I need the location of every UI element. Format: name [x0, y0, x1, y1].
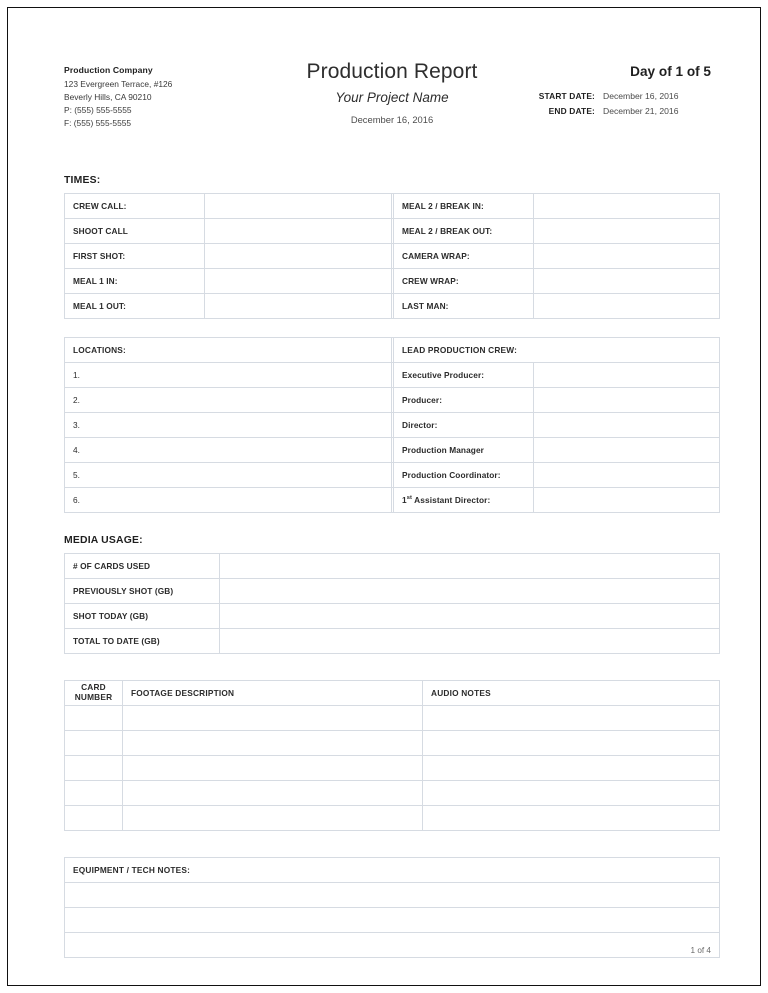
table-row — [65, 756, 720, 781]
location-row-1[interactable]: 1. — [65, 363, 392, 388]
times-right-value-2[interactable] — [534, 244, 720, 269]
times-heading: TIMES: — [64, 175, 101, 186]
media-value-2[interactable] — [220, 604, 720, 629]
equipment-notes-row-1[interactable] — [65, 908, 720, 933]
company-fax: F: (555) 555-5555 — [64, 117, 132, 128]
document-header — [57, 53, 713, 153]
media-usage-heading: MEDIA USAGE: — [64, 535, 143, 546]
table-row — [65, 908, 720, 933]
crew-role-1: Producer: — [394, 388, 534, 413]
media-label-0: # OF CARDS USED — [65, 554, 220, 579]
crew-role-5-superscript: st — [406, 495, 413, 502]
times-right-value-3[interactable] — [534, 269, 720, 294]
table-row — [65, 363, 720, 388]
footage-card-1[interactable] — [65, 731, 123, 756]
table-row — [65, 269, 720, 294]
table-row — [65, 933, 720, 958]
media-usage-table — [64, 553, 720, 654]
table-row — [65, 731, 720, 756]
start-date-label: START DATE: — [538, 90, 595, 101]
locations-crew-table — [64, 337, 720, 513]
table-row — [65, 194, 720, 219]
start-date-value: December 16, 2016 — [603, 90, 679, 101]
media-label-1: PREVIOUSLY SHOT (GB) — [65, 579, 220, 604]
footage-description-0[interactable] — [123, 706, 423, 731]
table-row — [65, 629, 720, 654]
project-name: Your Project Name — [335, 90, 449, 106]
times-left-label-3: MEAL 1 IN: — [65, 269, 205, 294]
location-row-4[interactable]: 4. — [65, 438, 392, 463]
times-left-value-0[interactable] — [205, 194, 392, 219]
table-row — [65, 579, 720, 604]
footage-audio-1[interactable] — [423, 731, 720, 756]
day-of-label: Day of 1 of 5 — [630, 64, 711, 79]
times-right-label-0: MEAL 2 / BREAK IN: — [394, 194, 534, 219]
table-row — [65, 554, 720, 579]
footage-audio-2[interactable] — [423, 756, 720, 781]
footage-col-header-description: FOOTAGE DESCRIPTION — [123, 681, 423, 706]
footage-card-0[interactable] — [65, 706, 123, 731]
media-value-3[interactable] — [220, 629, 720, 654]
table-row — [65, 706, 720, 731]
equipment-notes-row-0[interactable] — [65, 883, 720, 908]
times-left-label-2: FIRST SHOT: — [65, 244, 205, 269]
times-right-label-2: CAMERA WRAP: — [394, 244, 534, 269]
times-right-value-0[interactable] — [534, 194, 720, 219]
table-row — [65, 388, 720, 413]
company-info-block — [64, 65, 264, 132]
crew-value-4[interactable] — [534, 463, 720, 488]
times-right-value-1[interactable] — [534, 219, 720, 244]
crew-value-5[interactable] — [534, 488, 720, 513]
times-left-label-0: CREW CALL: — [65, 194, 205, 219]
media-label-2: SHOT TODAY (GB) — [65, 604, 220, 629]
crew-role-0: Executive Producer: — [394, 363, 534, 388]
location-row-6[interactable]: 6. — [65, 488, 392, 513]
footage-audio-4[interactable] — [423, 806, 720, 831]
company-phone: P: (555) 555-5555 — [64, 104, 132, 115]
footage-card-4[interactable] — [65, 806, 123, 831]
footage-audio-3[interactable] — [423, 781, 720, 806]
times-right-label-4: LAST MAN: — [394, 294, 534, 319]
company-address-line-2: Beverly Hills, CA 90210 — [64, 91, 152, 102]
equipment-notes-table — [64, 857, 720, 958]
table-row — [65, 294, 720, 319]
crew-value-2[interactable] — [534, 413, 720, 438]
crew-role-2: Director: — [394, 413, 534, 438]
times-left-label-1: SHOOT CALL — [65, 219, 205, 244]
table-row — [65, 219, 720, 244]
media-label-3: TOTAL TO DATE (GB) — [65, 629, 220, 654]
page-number: 1 of 4 — [690, 946, 711, 955]
location-row-5[interactable]: 5. — [65, 463, 392, 488]
crew-role-5-prefix: 1 — [402, 495, 407, 505]
crew-value-1[interactable] — [534, 388, 720, 413]
footage-description-4[interactable] — [123, 806, 423, 831]
page-content — [57, 53, 713, 963]
table-row — [65, 413, 720, 438]
end-date-value: December 21, 2016 — [603, 106, 679, 117]
media-value-0[interactable] — [220, 554, 720, 579]
table-row — [65, 806, 720, 831]
page-frame — [7, 7, 761, 986]
crew-header: LEAD PRODUCTION CREW: — [394, 338, 720, 363]
end-date-row — [481, 107, 711, 116]
footage-card-2[interactable] — [65, 756, 123, 781]
footage-description-2[interactable] — [123, 756, 423, 781]
equipment-notes-header: EQUIPMENT / TECH NOTES: — [65, 858, 720, 883]
times-left-value-3[interactable] — [205, 269, 392, 294]
crew-role-5 — [394, 488, 534, 513]
footage-description-3[interactable] — [123, 781, 423, 806]
times-left-value-1[interactable] — [205, 219, 392, 244]
footage-table — [64, 680, 720, 831]
footage-audio-0[interactable] — [423, 706, 720, 731]
table-row — [65, 883, 720, 908]
footage-description-1[interactable] — [123, 731, 423, 756]
times-right-label-3: CREW WRAP: — [394, 269, 534, 294]
crew-role-5-rest: Assistant Director: — [412, 495, 491, 505]
table-header-row — [65, 338, 720, 363]
times-right-label-1: MEAL 2 / BREAK OUT: — [394, 219, 534, 244]
times-left-value-2[interactable] — [205, 244, 392, 269]
times-right-value-4[interactable] — [534, 294, 720, 319]
day-meta-block — [481, 65, 711, 123]
table-row — [65, 463, 720, 488]
footage-col-header-card-line1: CARD — [81, 682, 106, 693]
table-header-row — [65, 858, 720, 883]
company-name: Production Company — [64, 65, 153, 75]
table-row — [65, 781, 720, 806]
locations-header: LOCATIONS: — [65, 338, 392, 363]
table-row — [65, 438, 720, 463]
times-left-label-4: MEAL 1 OUT: — [65, 294, 205, 319]
footage-col-header-card — [65, 681, 123, 706]
company-address-line-1: 123 Evergreen Terrace, #126 — [64, 78, 173, 89]
footage-card-3[interactable] — [65, 781, 123, 806]
end-date-label: END DATE: — [548, 106, 595, 117]
footage-col-header-audio: AUDIO NOTES — [423, 681, 720, 706]
crew-role-3: Production Manager — [394, 438, 534, 463]
media-value-1[interactable] — [220, 579, 720, 604]
crew-value-3[interactable] — [534, 438, 720, 463]
times-table — [64, 193, 720, 319]
location-row-2[interactable]: 2. — [65, 388, 392, 413]
table-header-row — [65, 681, 720, 706]
equipment-notes-row-2[interactable] — [65, 933, 720, 958]
table-row — [65, 244, 720, 269]
crew-role-4: Production Coordinator: — [394, 463, 534, 488]
page-title: Production Report — [306, 60, 478, 83]
times-left-value-4[interactable] — [205, 294, 392, 319]
footage-col-header-card-line2: NUMBER — [74, 692, 113, 702]
crew-value-0[interactable] — [534, 363, 720, 388]
table-row — [65, 604, 720, 629]
report-date: December 16, 2016 — [350, 113, 434, 125]
location-row-3[interactable]: 3. — [65, 413, 392, 438]
table-row — [65, 488, 720, 513]
start-date-row — [481, 92, 711, 101]
